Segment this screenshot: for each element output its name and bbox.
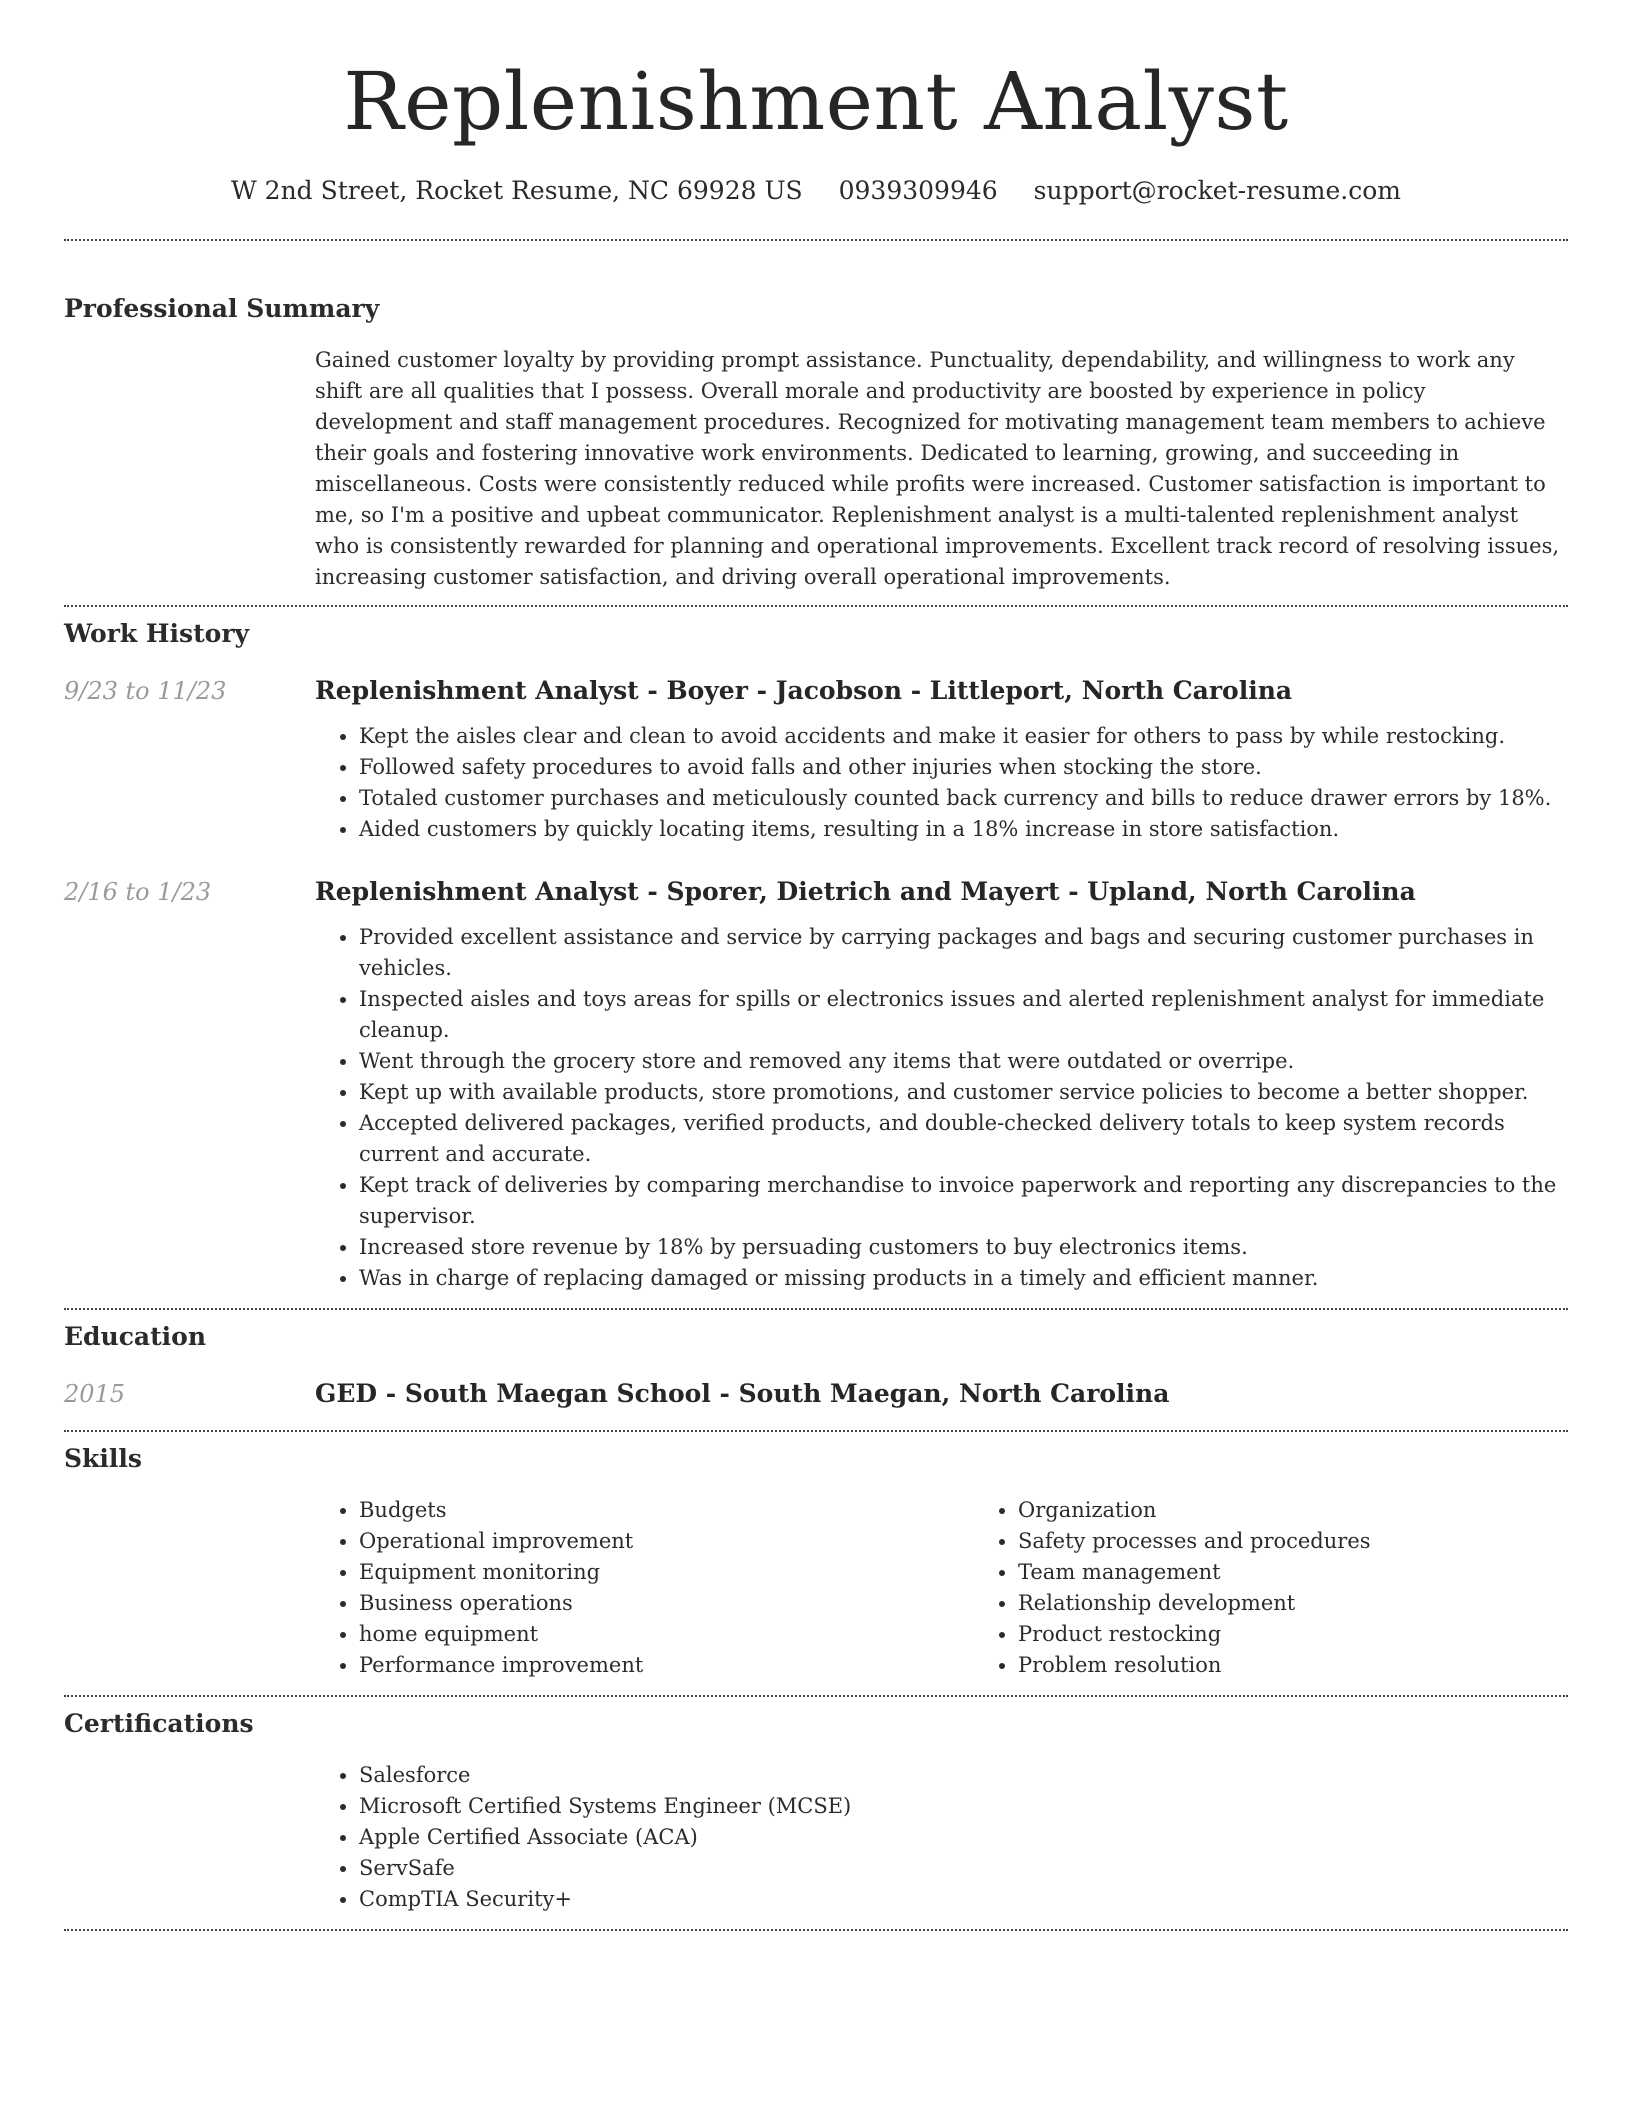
skills-list-right <box>974 1495 1632 1681</box>
list-item: • Provided excellent assistance and service by carrying packages and bags and securing customer purchases in vehicles. <box>359 922 1568 984</box>
contact-phone: 0939309946 <box>838 176 998 205</box>
work-history-section <box>64 607 1568 1294</box>
certifications-section <box>64 1697 1568 1915</box>
list-item: • Accepted delivered packages, verified products, and double-checked delivery totals to keep system records current and accurate. <box>359 1108 1568 1170</box>
education-section <box>64 1310 1568 1411</box>
list-item: • Performance improvement <box>359 1650 974 1681</box>
work-history-heading: Work History <box>64 619 250 648</box>
job-title: Replenishment Analyst - Boyer - Jacobson - Littleport, North Carolina <box>315 676 1293 705</box>
job-dates: 9/23 to 11/23 <box>64 677 227 705</box>
list-item: • Operational improvement <box>359 1526 974 1557</box>
job-bullets <box>315 922 1568 1294</box>
list-item: • Salesforce <box>359 1760 1568 1791</box>
list-item: • Safety processes and procedures <box>1018 1526 1632 1557</box>
list-item: • Kept track of deliveries by comparing merchandise to invoice paperwork and reporting any discrepancies to the supervisor. <box>359 1170 1568 1232</box>
summary-heading: Professional Summary <box>64 294 380 323</box>
certifications-heading: Certifications <box>64 1709 254 1738</box>
education-entry <box>64 1377 1568 1411</box>
list-item: • Organization <box>1018 1495 1632 1526</box>
list-item: • Microsoft Certified Systems Engineer (MCSE) <box>359 1791 1568 1822</box>
list-item: • Business operations <box>359 1588 974 1619</box>
list-item: • Totaled customer purchases and meticulously counted back currency and bills to reduce drawer errors by 18%. <box>359 783 1568 814</box>
list-item: • home equipment <box>359 1619 974 1650</box>
list-item: • Increased store revenue by 18% by persuading customers to buy electronics items. <box>359 1232 1568 1263</box>
list-item: • Budgets <box>359 1495 974 1526</box>
list-item: • Apple Certified Associate (ACA) <box>359 1822 1568 1853</box>
contact-line <box>64 174 1568 208</box>
list-item: • Product restocking <box>1018 1619 1632 1650</box>
list-item: • Kept up with available products, store promotions, and customer service policies to become a better shopper. <box>359 1077 1568 1108</box>
list-item: • Went through the grocery store and removed any items that were outdated or overripe. <box>359 1046 1568 1077</box>
education-year: 2015 <box>64 1380 126 1408</box>
contact-address: W 2nd Street, Rocket Resume, NC 69928 US <box>231 176 803 205</box>
list-item: • CompTIA Security+ <box>359 1884 1568 1915</box>
list-item: • Was in charge of replacing damaged or missing products in a timely and efficient manner. <box>359 1263 1568 1294</box>
summary-text: Gained customer loyalty by providing prompt assistance. Punctuality, dependability, and willingness to work any shift are all qualities that I possess. Overall morale and productivity are boosted by experience in policy development and staff management procedures. Recognized for motivating management team members to achieve their goals and fostering innovative work environments. Dedicated to learning, growing, and succeeding in miscellaneous. Costs were consistently reduced while profits were increased. Customer satisfaction is important to me, so I'm a positive and upbeat communicator. Replenishment analyst is a multi-talented replenishment analyst who is consistently rewarded for planning and operational improvements. Excellent track record of resolving issues, increasing customer satisfaction, and driving overall operational improvements. <box>315 348 1560 589</box>
job-bullets <box>315 721 1568 845</box>
certifications-list <box>315 1760 1568 1915</box>
candidate-name: Replenishment Analyst <box>343 55 1289 148</box>
contact-email: support@rocket-resume.com <box>1033 176 1401 205</box>
job-entry <box>64 674 1568 845</box>
resume-page <box>64 0 1568 1931</box>
skills-heading: Skills <box>64 1444 142 1473</box>
job-entry <box>64 875 1568 1294</box>
education-degree: GED - South Maegan School - South Maegan, North Carolina <box>315 1379 1170 1408</box>
list-item: • Inspected aisles and toys areas for spills or electronics issues and alerted replenishment analyst for immediate cleanup. <box>359 984 1568 1046</box>
summary-section <box>64 241 1568 593</box>
section-divider <box>64 1929 1568 1931</box>
list-item: • Aided customers by quickly locating items, resulting in a 18% increase in store satisfaction. <box>359 814 1568 845</box>
list-item: • Problem resolution <box>1018 1650 1632 1681</box>
list-item: • Team management <box>1018 1557 1632 1588</box>
list-item: • Equipment monitoring <box>359 1557 974 1588</box>
job-title: Replenishment Analyst - Sporer, Dietrich and Mayert - Upland, North Carolina <box>315 877 1416 906</box>
list-item: • Followed safety procedures to avoid falls and other injuries when stocking the store. <box>359 752 1568 783</box>
skills-list-left <box>315 1495 974 1681</box>
education-heading: Education <box>64 1322 207 1351</box>
skills-section <box>64 1432 1568 1681</box>
list-item: • Kept the aisles clear and clean to avoid accidents and make it easier for others to pass by while restocking. <box>359 721 1568 752</box>
job-dates: 2/16 to 1/23 <box>64 878 212 906</box>
list-item: • Relationship development <box>1018 1588 1632 1619</box>
list-item: • ServSafe <box>359 1853 1568 1884</box>
